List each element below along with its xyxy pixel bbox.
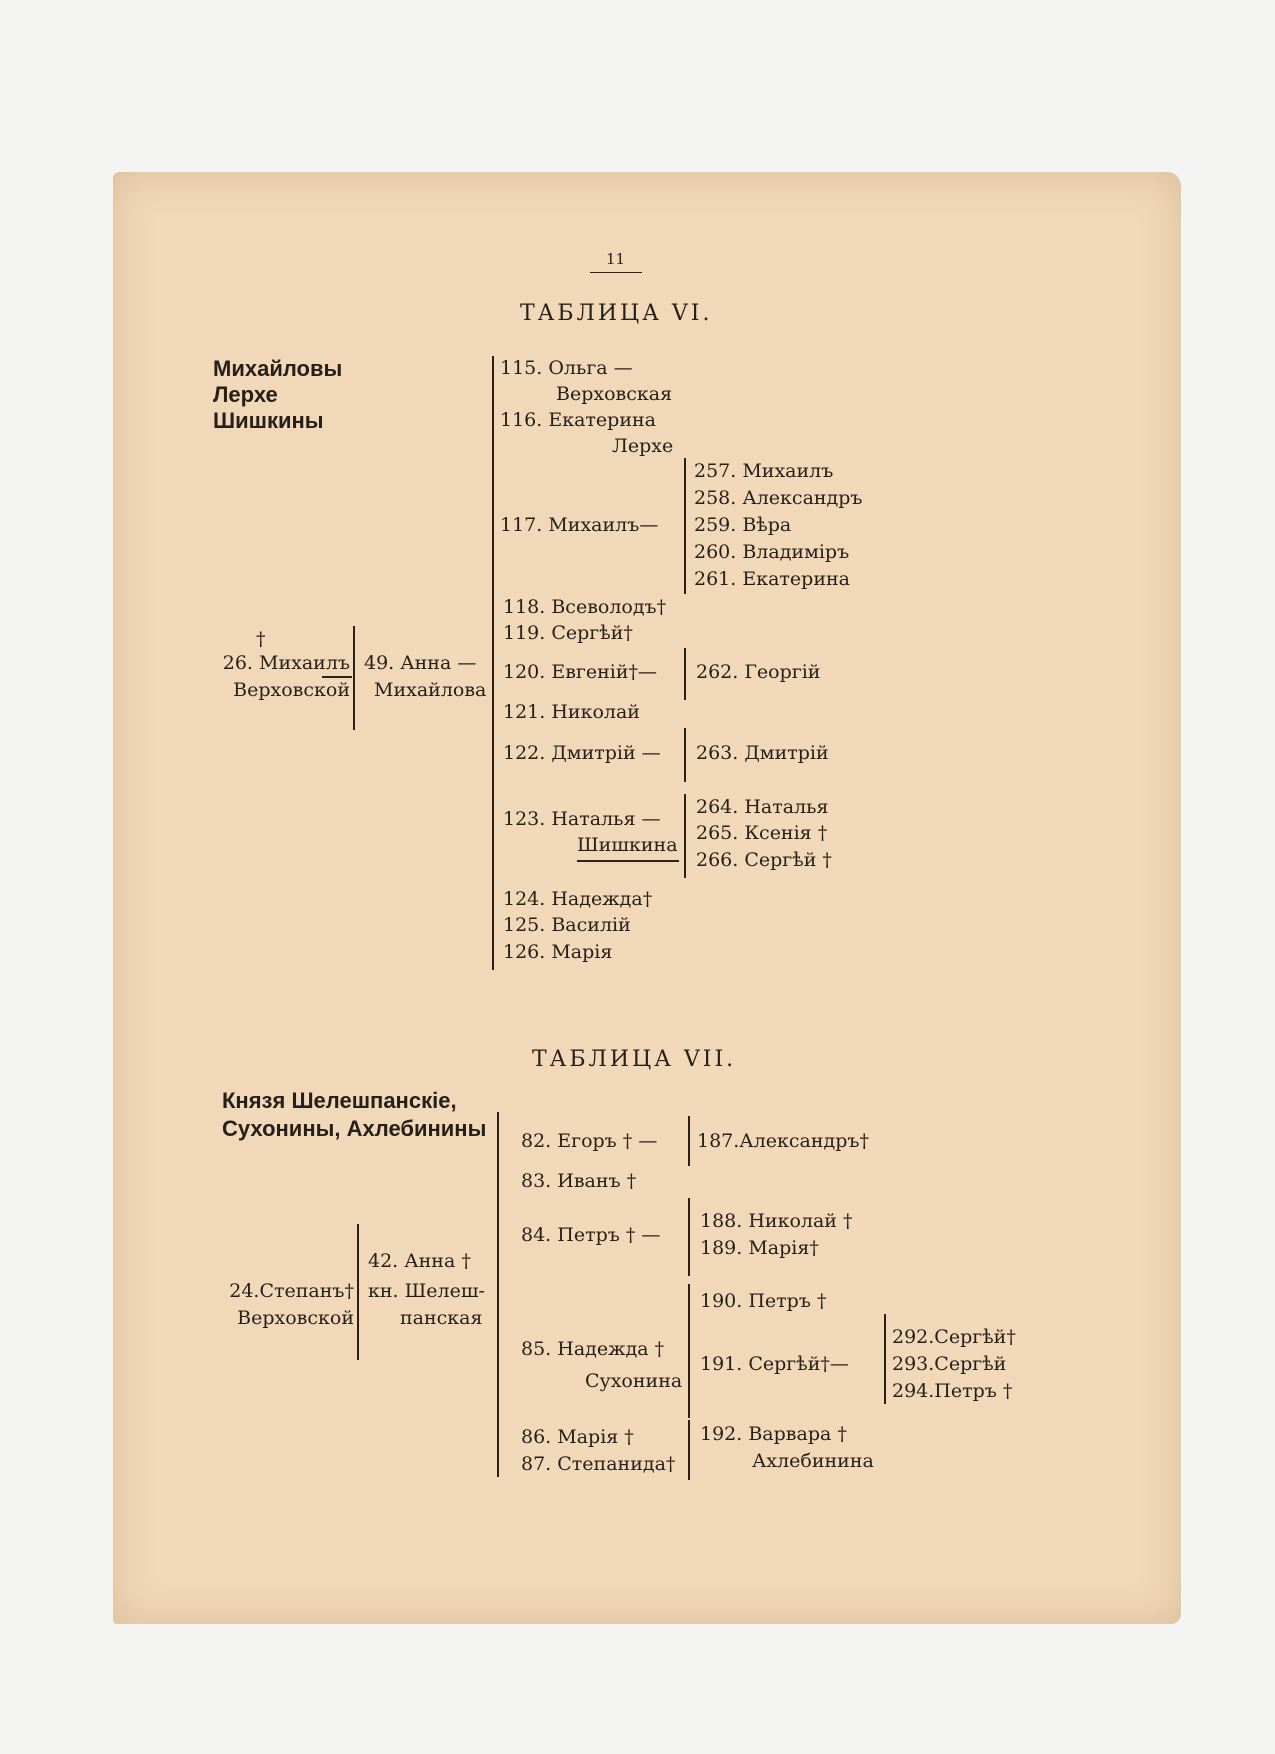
child-115-surname: Верховская [556,383,673,405]
grandchild-192: 192. Варвара † [700,1423,847,1445]
table7-family-2: Сухонины, Ахлебинины [222,1116,487,1141]
child-85: 85. Надежда † [521,1338,665,1360]
table6-title: ТАБЛИЦА VI. [520,301,713,326]
parent-24-surname: Верховской [237,1307,354,1329]
child-119: 119. Сергѣй† [503,622,633,644]
children-bracket [492,356,494,970]
bracket-117 [684,458,686,594]
grandchild-266: 266. Сергѣй † [696,849,832,871]
child-122: 122. Дмитрій — [503,742,661,764]
parent-26-surname: Верховской [233,679,350,701]
grandchild-257: 257. Михаилъ [694,460,834,482]
parents7-divider [357,1224,359,1360]
bracket-120 [684,648,686,700]
ggchild-294: 294.Петръ † [892,1380,1013,1402]
table7-title: ТАБЛИЦА VII. [532,1047,737,1072]
ggchild-293: 293.Сергѣй [892,1353,1007,1375]
grandchild-260: 260. Владиміръ [694,541,850,563]
child-116-surname: Лерхе [612,435,674,457]
ggchild-292: 292.Сергѣй† [892,1326,1016,1348]
bracket-84 [688,1198,690,1276]
grandchild-265: 265. Ксенія † [696,822,828,844]
page-number-rule [590,272,642,273]
child-87: 87. Степанида† [521,1453,676,1475]
child-121: 121. Николай [503,701,640,723]
parents-divider [353,626,355,730]
grandchild-192-surname: Ахлебинина [752,1450,874,1472]
grandchild-261: 261. Екатерина [694,568,850,590]
child-124: 124. Надежда† [503,888,653,910]
grandchild-262: 262. Георгій [696,661,821,683]
grandchild-187: 187.Александръ† [697,1130,869,1152]
grandchild-191: 191. Сергѣй†— [700,1353,849,1375]
child-116: 116. Екатерина [500,409,656,431]
child-85-surname: Сухонина [585,1370,683,1392]
table7-family-1: Князя Шелешпанскіе, [222,1088,457,1113]
cross-mark: † [256,628,266,650]
child-123-surname: Шишкина [577,834,678,856]
child-83: 83. Иванъ † [521,1170,637,1192]
child-115: 115. Ольга — [500,357,633,379]
child-123-rule [577,860,679,862]
parent-42-title: кн. Шелеш- [368,1280,485,1302]
parent-26: 26. Михаилъ [222,652,350,674]
grandchild-189: 189. Марія† [700,1237,819,1259]
grandchild-264: 264. Наталья [696,796,829,818]
table6-family-1: Михайловы [213,356,343,381]
parent-49-surname: Михайлова [374,679,487,701]
parent-49: 49. Анна — [364,652,477,674]
child-118: 118. Всеволодъ† [503,596,667,618]
child-125: 125. Василій [503,914,631,936]
parent-24: 24.Степанъ† [229,1280,354,1302]
grandchild-188: 188. Николай † [700,1210,853,1232]
bracket-82 [688,1116,690,1166]
grandchild-263: 263. Дмитрій [696,742,829,764]
bracket-86 [688,1420,690,1480]
bracket-122 [684,728,686,782]
bracket-191 [884,1314,886,1404]
bracket-85 [688,1284,690,1418]
marriage-rule [322,676,352,678]
child-123: 123. Наталья — [503,808,661,830]
table6-family-3: Шишкины [213,408,324,433]
table6-family-2: Лерхе [213,382,278,407]
grandchild-259: 259. Вѣра [694,514,792,536]
child-84: 84. Петръ † — [521,1224,661,1246]
child-82: 82. Егоръ † — [521,1130,658,1152]
parent-42: 42. Анна † [368,1250,471,1272]
grandchild-258: 258. Александръ [694,487,863,509]
children7-bracket [497,1112,499,1477]
bracket-123 [684,794,686,878]
child-120: 120. Евгеній†— [503,661,658,683]
child-86: 86. Марія † [521,1426,634,1448]
page-number: 11 [606,250,626,268]
parent-42-surname: панская [400,1307,483,1329]
grandchild-190: 190. Петръ † [700,1290,827,1312]
child-117: 117. Михаилъ— [500,514,659,536]
child-126: 126. Марія [503,941,613,963]
